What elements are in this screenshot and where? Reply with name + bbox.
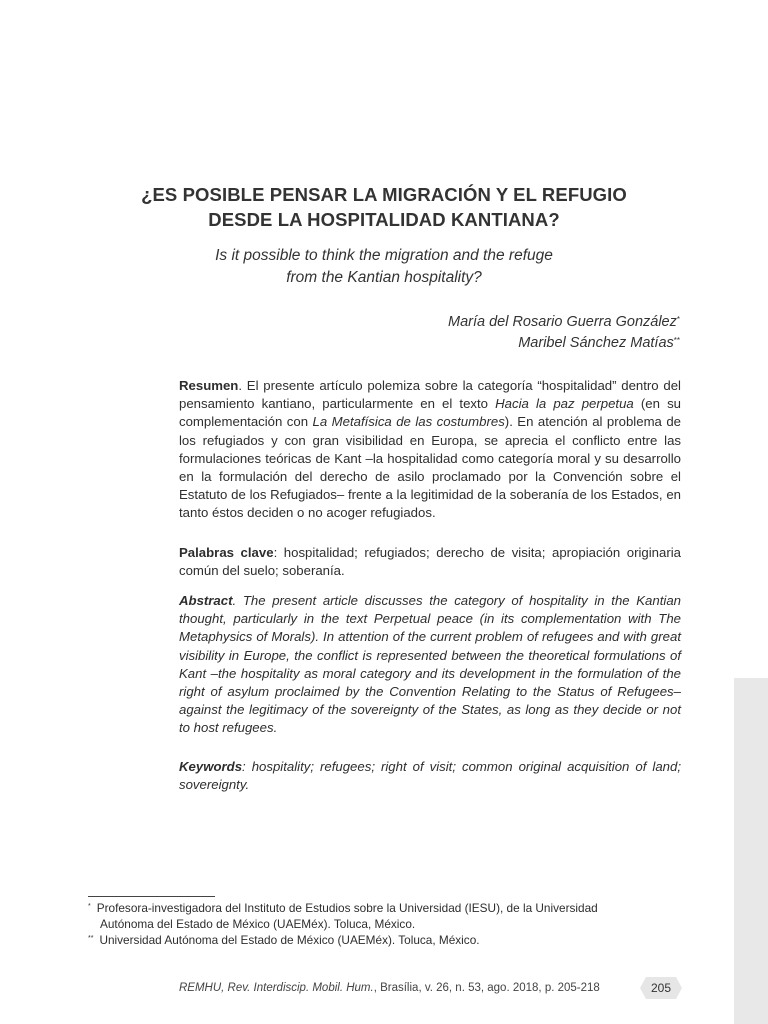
palabras-clave-label: Palabras clave	[179, 545, 274, 560]
resumen-label: Resumen	[179, 378, 239, 393]
article-title-line-1: ¿ES POSIBLE PENSAR LA MIGRACIÓN Y EL REFUGIO	[141, 184, 627, 205]
footnote-2-line-1: Universidad Autónoma del Estado de México (UAEMéx). Toluca, México.	[99, 933, 480, 947]
author-2-name: Maribel Sánchez Matías	[518, 335, 674, 351]
footnote-1-mark: *	[88, 903, 91, 910]
page-number: 205	[650, 981, 672, 995]
author-1	[448, 312, 680, 332]
author-2-footnote-mark: **	[673, 336, 680, 345]
footnote-1	[88, 900, 682, 916]
side-tab-marker	[734, 678, 768, 1024]
author-1-footnote-mark: *	[676, 315, 680, 324]
abstract-text: . The present article discusses the category of hospitality in the Kantian thought, particularly in the text Perpetual peace (in its complementation with The Metaphysics of Morals). In attention of the current problem of refugees and with great visibility in Europe, the conflict is represented between the theoretical formulations of Kant –the hospitality as moral category and its development in the formulation of the right of asylum proclaimed by the Convention Relating to the Status of Refugees– against the legitimacy of the sovereignty of the States, as long as they decide or not to host refugees.	[179, 593, 681, 736]
journal-name: REMHU, Rev. Interdiscip. Mobil. Hum.	[179, 982, 374, 994]
author-2	[518, 333, 680, 353]
resumen-text-2: (en su complementación con	[179, 396, 681, 430]
footnote-2-mark: **	[88, 935, 94, 942]
resumen-text-1: . El presente artículo polemiza sobre la categoría “hospitalidad” dentro del pensamiento kantiano, particularmente en el texto	[179, 378, 681, 412]
footnote-1-continuation: Autónoma del Estado de México (UAEMéx). Toluca, México.	[100, 917, 416, 931]
page-number-badge	[640, 977, 682, 999]
journal-details: , Brasília, v. 26, n. 53, ago. 2018, p. 205-218	[373, 982, 600, 994]
keywords-label: Keywords	[179, 759, 243, 774]
article-title-line-2: DESDE LA HOSPITALIDAD KANTIANA?	[208, 209, 560, 230]
author-1-name: María del Rosario Guerra González	[447, 314, 677, 330]
keywords-text: : hospitality; refugees; right of visit; common original acquisition of land; sovereignty.	[179, 759, 681, 793]
journal-citation-footer	[179, 980, 600, 996]
abstract-paragraph	[179, 592, 681, 738]
resumen-italic-title-1: Hacia la paz perpetua	[495, 396, 634, 412]
resumen-text-3: ). En atención al problema de los refugiados y con gran visibilidad en Europa, se aprecia el conflicto entre las formulaciones teóricas de Kant –la hospitalidad como categoría moral y su desarrollo en la formulación del derecho de asilo proclamado por la Convención sobre el Estatuto de los Refugiados– frente a la legitimidad de la soberanía de los Estados, en tanto éstos deciden o no acoger refugiados.	[179, 414, 682, 521]
english-title-line-1: Is it possible to think the migration and the refuge	[215, 247, 553, 264]
keywords-paragraph	[179, 758, 681, 794]
abstract-label: Abstract	[179, 593, 233, 608]
palabras-clave-paragraph	[179, 544, 681, 580]
footnote-divider	[88, 896, 215, 897]
resumen-paragraph	[179, 377, 681, 523]
resumen-italic-title-2: La Metafísica de las costumbres	[312, 414, 505, 430]
palabras-clave-text: : hospitalidad; refugiados; derecho de visita; apropiación originaria común del suelo; soberanía.	[179, 545, 681, 579]
english-title-line-2: from the Kantian hospitality?	[286, 269, 482, 286]
footnote-1-line-1: Profesora-investigadora del Instituto de Estudios sobre la Universidad (IESU), de la Universidad	[96, 901, 598, 915]
footnote-2	[88, 932, 682, 948]
